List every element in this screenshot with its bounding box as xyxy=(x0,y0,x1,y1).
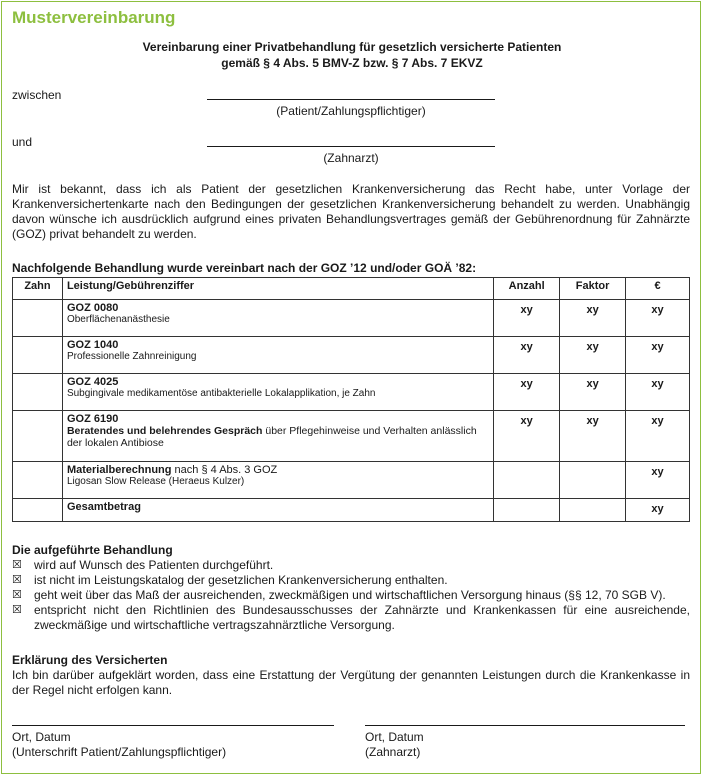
list-item xyxy=(12,558,690,573)
goz-code: GOZ 6190 xyxy=(66,413,119,425)
leistung-cell xyxy=(62,374,493,411)
table-row xyxy=(13,337,690,374)
total-label-cell xyxy=(62,499,493,522)
zahn-cell[interactable] xyxy=(13,462,63,499)
treatment-title: Die aufgeführte Behandlung xyxy=(12,543,173,557)
intro-paragraph: Mir ist bekannt, dass ich als Patient der gesetzlichen Krankenversicherung das Recht habe, unter Vorlage der Krankenversichertenkarte nach den Bedingungen der gesetzlichen Krankenversicherung behandelt zu werden. Unabhängig davon wünsche ich ausdrücklich aufgrund eines privaten Behandlungsvertrages gemäß der Gebührenordnung für Zahnärzte (GOZ) privat behandelt zu werden. xyxy=(12,182,690,241)
signature-line-dentist[interactable] xyxy=(207,146,495,147)
list-item-text: wird auf Wunsch des Patienten durchgeführt. xyxy=(34,558,274,572)
zahn-cell[interactable] xyxy=(13,300,63,337)
treatment-list xyxy=(12,558,690,633)
header-anzahl: Anzahl xyxy=(494,278,560,300)
heading-line-1: Vereinbarung einer Privatbehandlung für gesetzlich versicherte Patienten xyxy=(142,40,562,54)
goz-description xyxy=(67,425,489,449)
faktor-cell xyxy=(560,499,626,522)
goz-code: GOZ 4025 xyxy=(66,376,119,388)
header-euro: € xyxy=(626,278,690,300)
header-leistung: Leistung/Gebührenziffer xyxy=(62,278,493,300)
leistung-cell xyxy=(62,300,493,337)
checked-box-icon[interactable]: ☒ xyxy=(12,559,22,571)
list-item xyxy=(12,588,690,603)
material-suffix: nach § 4 Abs. 3 GOZ xyxy=(171,464,278,476)
signature-line-patient-bottom[interactable] xyxy=(12,725,334,726)
table-row xyxy=(13,300,690,337)
table-header-row xyxy=(13,278,690,300)
list-item xyxy=(12,573,690,588)
euro-cell: xy xyxy=(626,411,690,462)
total-label: Gesamtbetrag xyxy=(66,501,141,513)
faktor-cell[interactable] xyxy=(560,462,626,499)
signature-line-patient[interactable] xyxy=(207,99,495,100)
goz-description: Ligosan Slow Release (Heraeus Kulzer) xyxy=(66,476,245,487)
header-zahn: Zahn xyxy=(13,278,63,300)
header-faktor: Faktor xyxy=(560,278,626,300)
euro-cell: xy xyxy=(626,300,690,337)
euro-cell: xy xyxy=(626,374,690,411)
goz-description-rest: über Pflegehinweise und Verhalten anlässlich der lokalen Antibiose xyxy=(66,425,477,449)
signature-caption-patient: (Unterschrift Patient/Zahlungspflichtiger) xyxy=(12,745,227,759)
leistung-cell xyxy=(62,337,493,374)
anzahl-cell xyxy=(494,499,560,522)
heading-line-2: gemäß § 4 Abs. 5 BMV-Z bzw. § 7 Abs. 7 EKVZ xyxy=(221,56,483,70)
place-date-patient: Ort, Datum xyxy=(12,730,71,744)
material-label: Materialberechnung xyxy=(66,464,172,476)
table-row xyxy=(13,462,690,499)
signature-line-dentist-bottom[interactable] xyxy=(365,725,685,726)
leistung-cell xyxy=(62,462,493,499)
party-label-dentist: und xyxy=(12,135,33,149)
list-item-text: ist nicht im Leistungskatalog der gesetzlichen Krankenversicherung enthalten. xyxy=(34,573,448,587)
list-item xyxy=(12,603,690,633)
anzahl-cell: xy xyxy=(494,411,560,462)
faktor-cell: xy xyxy=(560,300,626,337)
faktor-cell: xy xyxy=(560,374,626,411)
party-caption-patient: (Patient/Zahlungspflichtiger) xyxy=(276,104,426,118)
table-row xyxy=(13,374,690,411)
checked-box-icon[interactable]: ☒ xyxy=(12,604,22,616)
material-line xyxy=(67,464,489,476)
list-item-text: geht weit über das Maß der ausreichenden, zweckmäßigen und wirtschaftlichen Versorgung hinaus (§§ 12, 70 SGB V). xyxy=(34,588,666,602)
goz-description: Subgingivale medikamentöse antibakterielle Lokalapplikation, je Zahn xyxy=(66,388,376,399)
goz-description-bold: Beratendes und belehrendes Gespräch xyxy=(66,425,263,437)
zahn-cell[interactable] xyxy=(13,337,63,374)
euro-cell: xy xyxy=(626,337,690,374)
page-title: Mustervereinbarung xyxy=(12,8,176,27)
table-row-total xyxy=(13,499,690,522)
anzahl-cell[interactable] xyxy=(494,462,560,499)
party-label-patient: zwischen xyxy=(12,88,62,102)
goz-description: Professionelle Zahnreinigung xyxy=(66,351,197,362)
list-item-text: entspricht nicht den Richtlinien des Bundesausschusses der Zahnärzte und Krankenkassen für eine ausreichende, zweckmäßige und wirtschaftliche vertragszahnärztliche Versorgung. xyxy=(34,603,690,632)
checked-box-icon[interactable]: ☒ xyxy=(12,589,22,601)
goz-code: GOZ 0080 xyxy=(66,302,119,314)
anzahl-cell: xy xyxy=(494,300,560,337)
signature-caption-dentist: (Zahnarzt) xyxy=(365,745,421,759)
table-row xyxy=(13,411,690,462)
zahn-cell xyxy=(13,499,63,522)
euro-cell: xy xyxy=(626,462,690,499)
party-caption-dentist: (Zahnarzt) xyxy=(323,151,379,165)
leistung-cell xyxy=(62,411,493,462)
goz-description: Oberflächenanästhesie xyxy=(66,314,170,325)
zahn-cell[interactable] xyxy=(13,411,63,462)
zahn-cell[interactable] xyxy=(13,374,63,411)
place-date-dentist: Ort, Datum xyxy=(365,730,424,744)
anzahl-cell: xy xyxy=(494,374,560,411)
faktor-cell: xy xyxy=(560,411,626,462)
total-euro-cell: xy xyxy=(626,499,690,522)
checked-box-icon[interactable]: ☒ xyxy=(12,574,22,586)
goz-code: GOZ 1040 xyxy=(66,339,119,351)
treatment-table xyxy=(12,277,690,522)
declaration-text: Ich bin darüber aufgeklärt worden, dass eine Erstattung der Vergütung der genannten Leistungen durch die Krankenkasse in der Regel nicht erfolgen kann. xyxy=(12,668,690,697)
anzahl-cell: xy xyxy=(494,337,560,374)
declaration-title: Erklärung des Versicherten xyxy=(12,653,168,667)
faktor-cell: xy xyxy=(560,337,626,374)
table-title: Nachfolgende Behandlung wurde vereinbart nach der GOZ ’12 und/oder GOÄ ’82: xyxy=(12,261,477,275)
